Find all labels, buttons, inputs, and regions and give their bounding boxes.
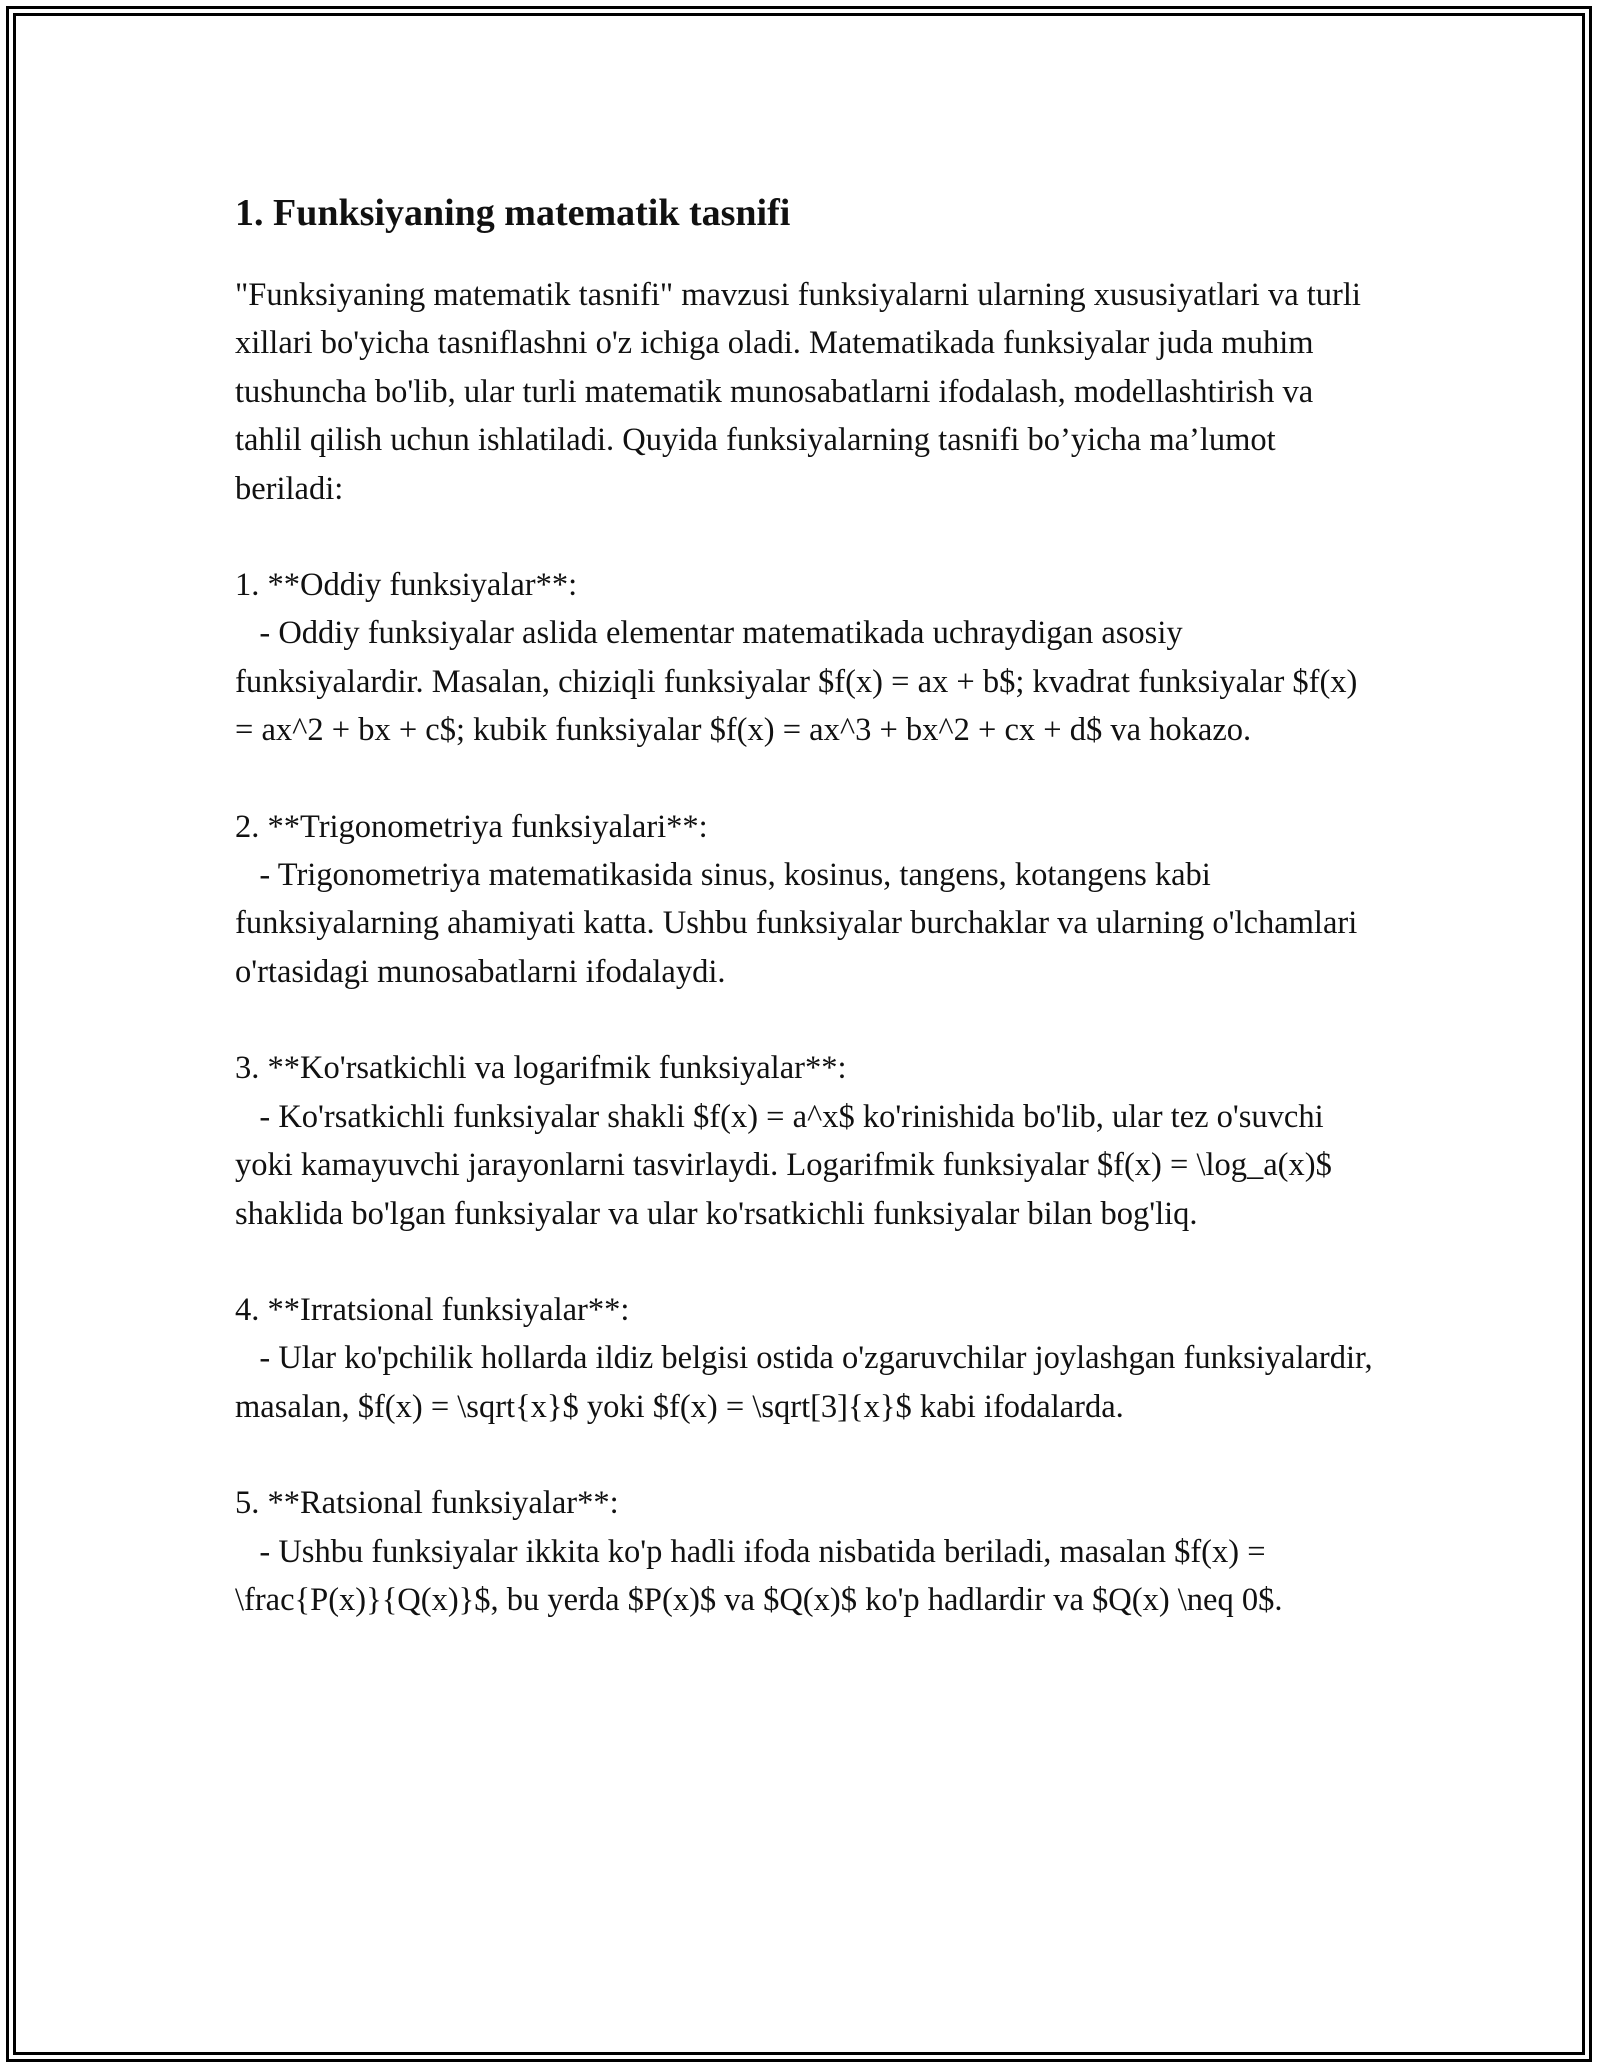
section-heading: 3. **Ko'rsatkichli va logarifmik funksiyalar**: bbox=[235, 1050, 847, 1087]
section-body: - Trigonometriya matematikasida sinus, kosinus, tangens, kotangens kabi funksiyalarning ahamiyati katta. Ushbu funksiyalar burchaklar va ularning o'lchamlari o'rtasidagi munosabatlarni ifodalaydi. bbox=[235, 857, 1366, 990]
section-body: - Ushbu funksiyalar ikkita ko'p hadli ifoda nisbatida beriladi, masalan $f(x) = \frac{P(x)}{Q(x)}$, bu yerda $P(x)$ va $Q(x)$ ko'p hadlardir va $Q(x) \neq 0$. bbox=[235, 1533, 1283, 1618]
section-heading: 4. **Irratsional funksiyalar**: bbox=[235, 1291, 630, 1328]
section-heading: 5. **Ratsional funksiyalar**: bbox=[235, 1485, 619, 1522]
document-title: 1. Funksiyaning matematik tasnifi bbox=[235, 192, 791, 234]
section-body: - Oddiy funksiyalar aslida elementar matematikada uchraydigan asosiy funksiyalardir. Masalan, chiziqli funksiyalar $f(x) = ax + b$; kvadrat funksiyalar $f(x) = ax^2 + bx + c$; kubik funksiyalar $f(x) = ax^3 + bx^2 + cx + d$ va hokazo. bbox=[235, 615, 1366, 749]
document-body bbox=[235, 185, 1381, 1624]
section-3 bbox=[235, 1044, 1375, 1238]
intro-paragraph: "Funksiyaning matematik tasnifi" mavzusi funksiyalarni ularning xususiyatlari va turli xillari bo'yicha tasniflashni o'z ichiga oladi. Matematikada funksiyalar juda muhim tushuncha bo'lib, ular turli matematik munosabatlarni ifodalash, modellashtirish va tahlil qilish uchun ishlatiladi. Quyida funksiyalarning tasnifi bo’yicha ma’lumot beriladi: bbox=[235, 277, 1361, 507]
section-5 bbox=[235, 1479, 1375, 1624]
section-4 bbox=[235, 1286, 1381, 1431]
section-2 bbox=[235, 803, 1375, 997]
section-body: - Ko'rsatkichli funksiyalar shakli $f(x) = a^x$ ko'rinishida bo'lib, ular tez o'suvchi yoki kamayuvchi jarayonlarni tasvirlaydi. Logarifmik funksiyalar $f(x) = \log_a(x)$ shaklida bo'lgan funksiyalar va ular ko'rsatkichli funksiyalar bilan bog'liq. bbox=[235, 1098, 1340, 1232]
section-1 bbox=[235, 561, 1375, 755]
section-body: - Ular ko'pchilik hollarda ildiz belgisi ostida o'zgaruvchilar joylashgan funksiyalardir, masalan, $f(x) = \sqrt{x}$ yoki $f(x) = \sqrt[3]{x}$ kabi ifodalarda. bbox=[235, 1340, 1381, 1425]
section-heading: 1. **Oddiy funksiyalar**: bbox=[235, 567, 578, 604]
section-heading: 2. **Trigonometriya funksiyalari**: bbox=[235, 808, 708, 845]
